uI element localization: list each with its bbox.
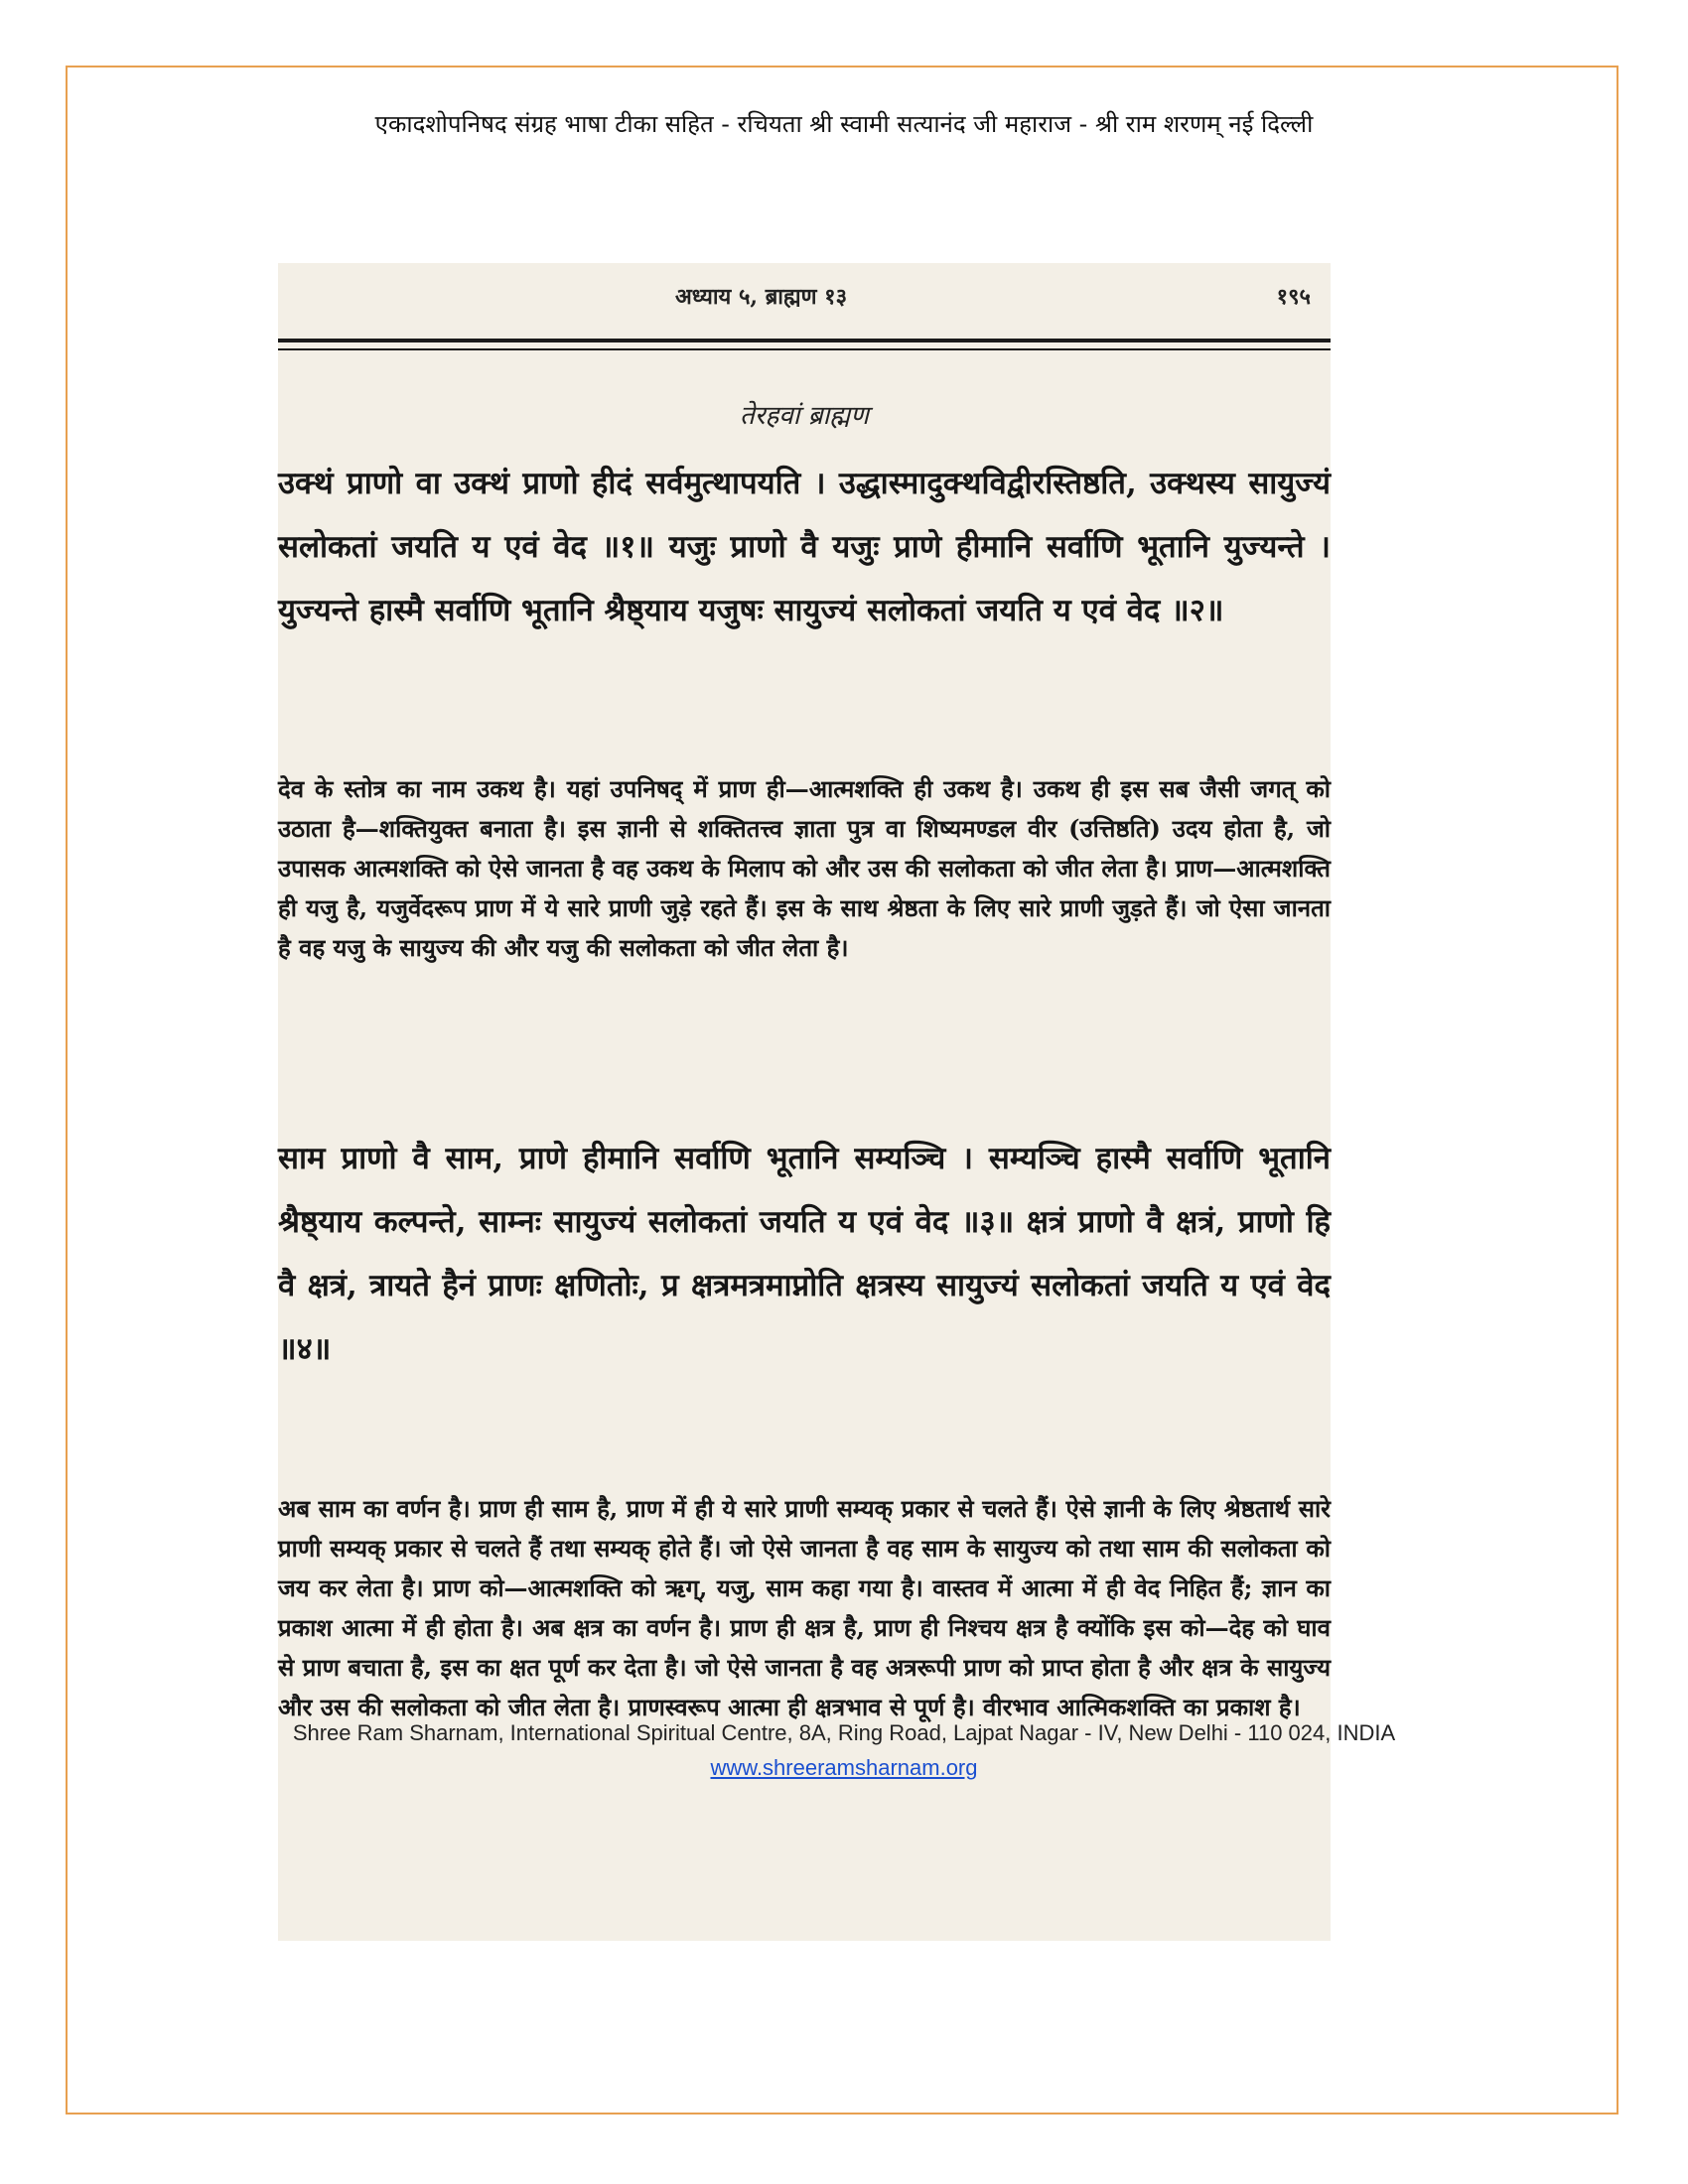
footer-address: Shree Ram Sharnam, International Spiritual Centre, 8A, Ring Road, Lajpat Nagar - IV, New Delhi - 110 024, INDIA	[292, 1720, 1396, 1745]
heading-rule-thick	[278, 339, 1331, 342]
chapter-heading: अध्याय ५, ब्राह्मण १३	[675, 284, 848, 310]
sanskrit-verse-1: उक्थं प्राणो वा उक्थं प्राणो हीदं सर्वमुत्थापयति । उद्धास्मादुक्थविद्वीरस्तिष्ठति, उक्थस्य सायुज्यं सलोकतां जयति य एवं वेद ॥१॥ यजुः प्राणो वै यजुः प्राणे हीमानि सर्वाणि भूतानि युज्यन्ते । युज्यन्ते हास्मै सर्वाणि भूतानि श्रैष्ठ्याय यजुषः सायुज्यं सलोकतां जयति य एवं वेद ॥२॥	[278, 466, 1331, 628]
scanned-book-page	[278, 263, 1331, 1941]
sanskrit-verse-2: साम प्राणो वै साम, प्राणे हीमानि सर्वाणि भूतानि सम्यञ्चि । सम्यञ्चि हास्मै सर्वाणि भूतानि श्रैष्ठ्याय कल्पन्ते, साम्नः सायुज्यं सलोकतां जयति य एवं वेद ॥३॥ क्षत्रं प्राणो वै क्षत्रं, प्राणो हि वै क्षत्रं, त्रायते हैनं प्राणः क्षणितोः, प्र क्षत्रमत्रमाप्नोति क्षत्रस्य सायुज्यं सलोकतां जयति य एवं वेद ॥४॥	[278, 1141, 1331, 1367]
document-header: एकादशोपनिषद संग्रह भाषा टीका सहित - रचियता श्री स्वामी सत्यानंद जी महाराज - श्री राम शरणम् नई दिल्ली	[374, 110, 1314, 138]
book-page-number: १९५	[1276, 284, 1311, 310]
website-link[interactable]: www.shreeramsharnam.org	[710, 1755, 978, 1780]
hindi-commentary-1: देव के स्तोत्र का नाम उकथ है। यहां उपनिषद् में प्राण ही—आत्मशक्ति ही उकथ है। उकथ ही इस सब जैसी जगत् को उठाता है—शक्तियुक्त बनाता है। इस ज्ञानी से शक्तितत्त्व ज्ञाता पुत्र वा शिष्यमण्डल वीर (उत्तिष्ठति) उदय होता है, जो उपासक आत्मशक्ति को ऐसे जानता है वह उकथ के मिलाप को और उस की सलोकता को जीत लेता है। प्राण—आत्मशक्ति ही यजु है, यजुर्वेदरूप प्राण में ये सारे प्राणी जुड़े रहते हैं। इस के साथ श्रेष्ठता के लिए सारे प्राणी जुड़ते हैं। जो ऐसा जानता है वह यजु के सायुज्य की और यजु की सलोकता को जीत लेता है।	[278, 774, 1331, 962]
section-title: तेरहवां ब्राह्मण	[740, 401, 869, 431]
running-head	[278, 281, 1331, 311]
hindi-commentary-2: अब साम का वर्णन है। प्राण ही साम है, प्राण में ही ये सारे प्राणी सम्यक् प्रकार से चलते हैं। ऐसे ज्ञानी के लिए श्रेष्ठतार्थ सारे प्राणी सम्यक् प्रकार से चलते हैं तथा सम्यक् होते हैं। जो ऐसे जानता है वह साम के सायुज्य को तथा साम की सलोकता को जय कर लेता है। प्राण को—आत्मशक्ति को ऋग्, यजु, साम कहा गया है। वास्तव में आत्मा में ही वेद निहित हैं; ज्ञान का प्रकाश आत्मा में ही होता है। अब क्षत्र का वर्णन है। प्राण ही क्षत्र है, प्राण ही निश्चय क्षत्र है क्योंकि इस को—देह को घाव से प्राण बचाता है, इस का क्षत पूर्ण कर देता है। जो ऐसे जानता है वह अत्ररूपी प्राण को प्राप्त होता है और क्षत्र के सायुज्य और उस की सलोकता को जीत लेता है। प्राणस्वरूप आत्मा ही क्षत्रभाव से पूर्ण है। वीरभाव आत्मिकशक्ति का प्रकाश है।	[278, 1494, 1331, 1721]
heading-rule-thin	[278, 348, 1331, 350]
